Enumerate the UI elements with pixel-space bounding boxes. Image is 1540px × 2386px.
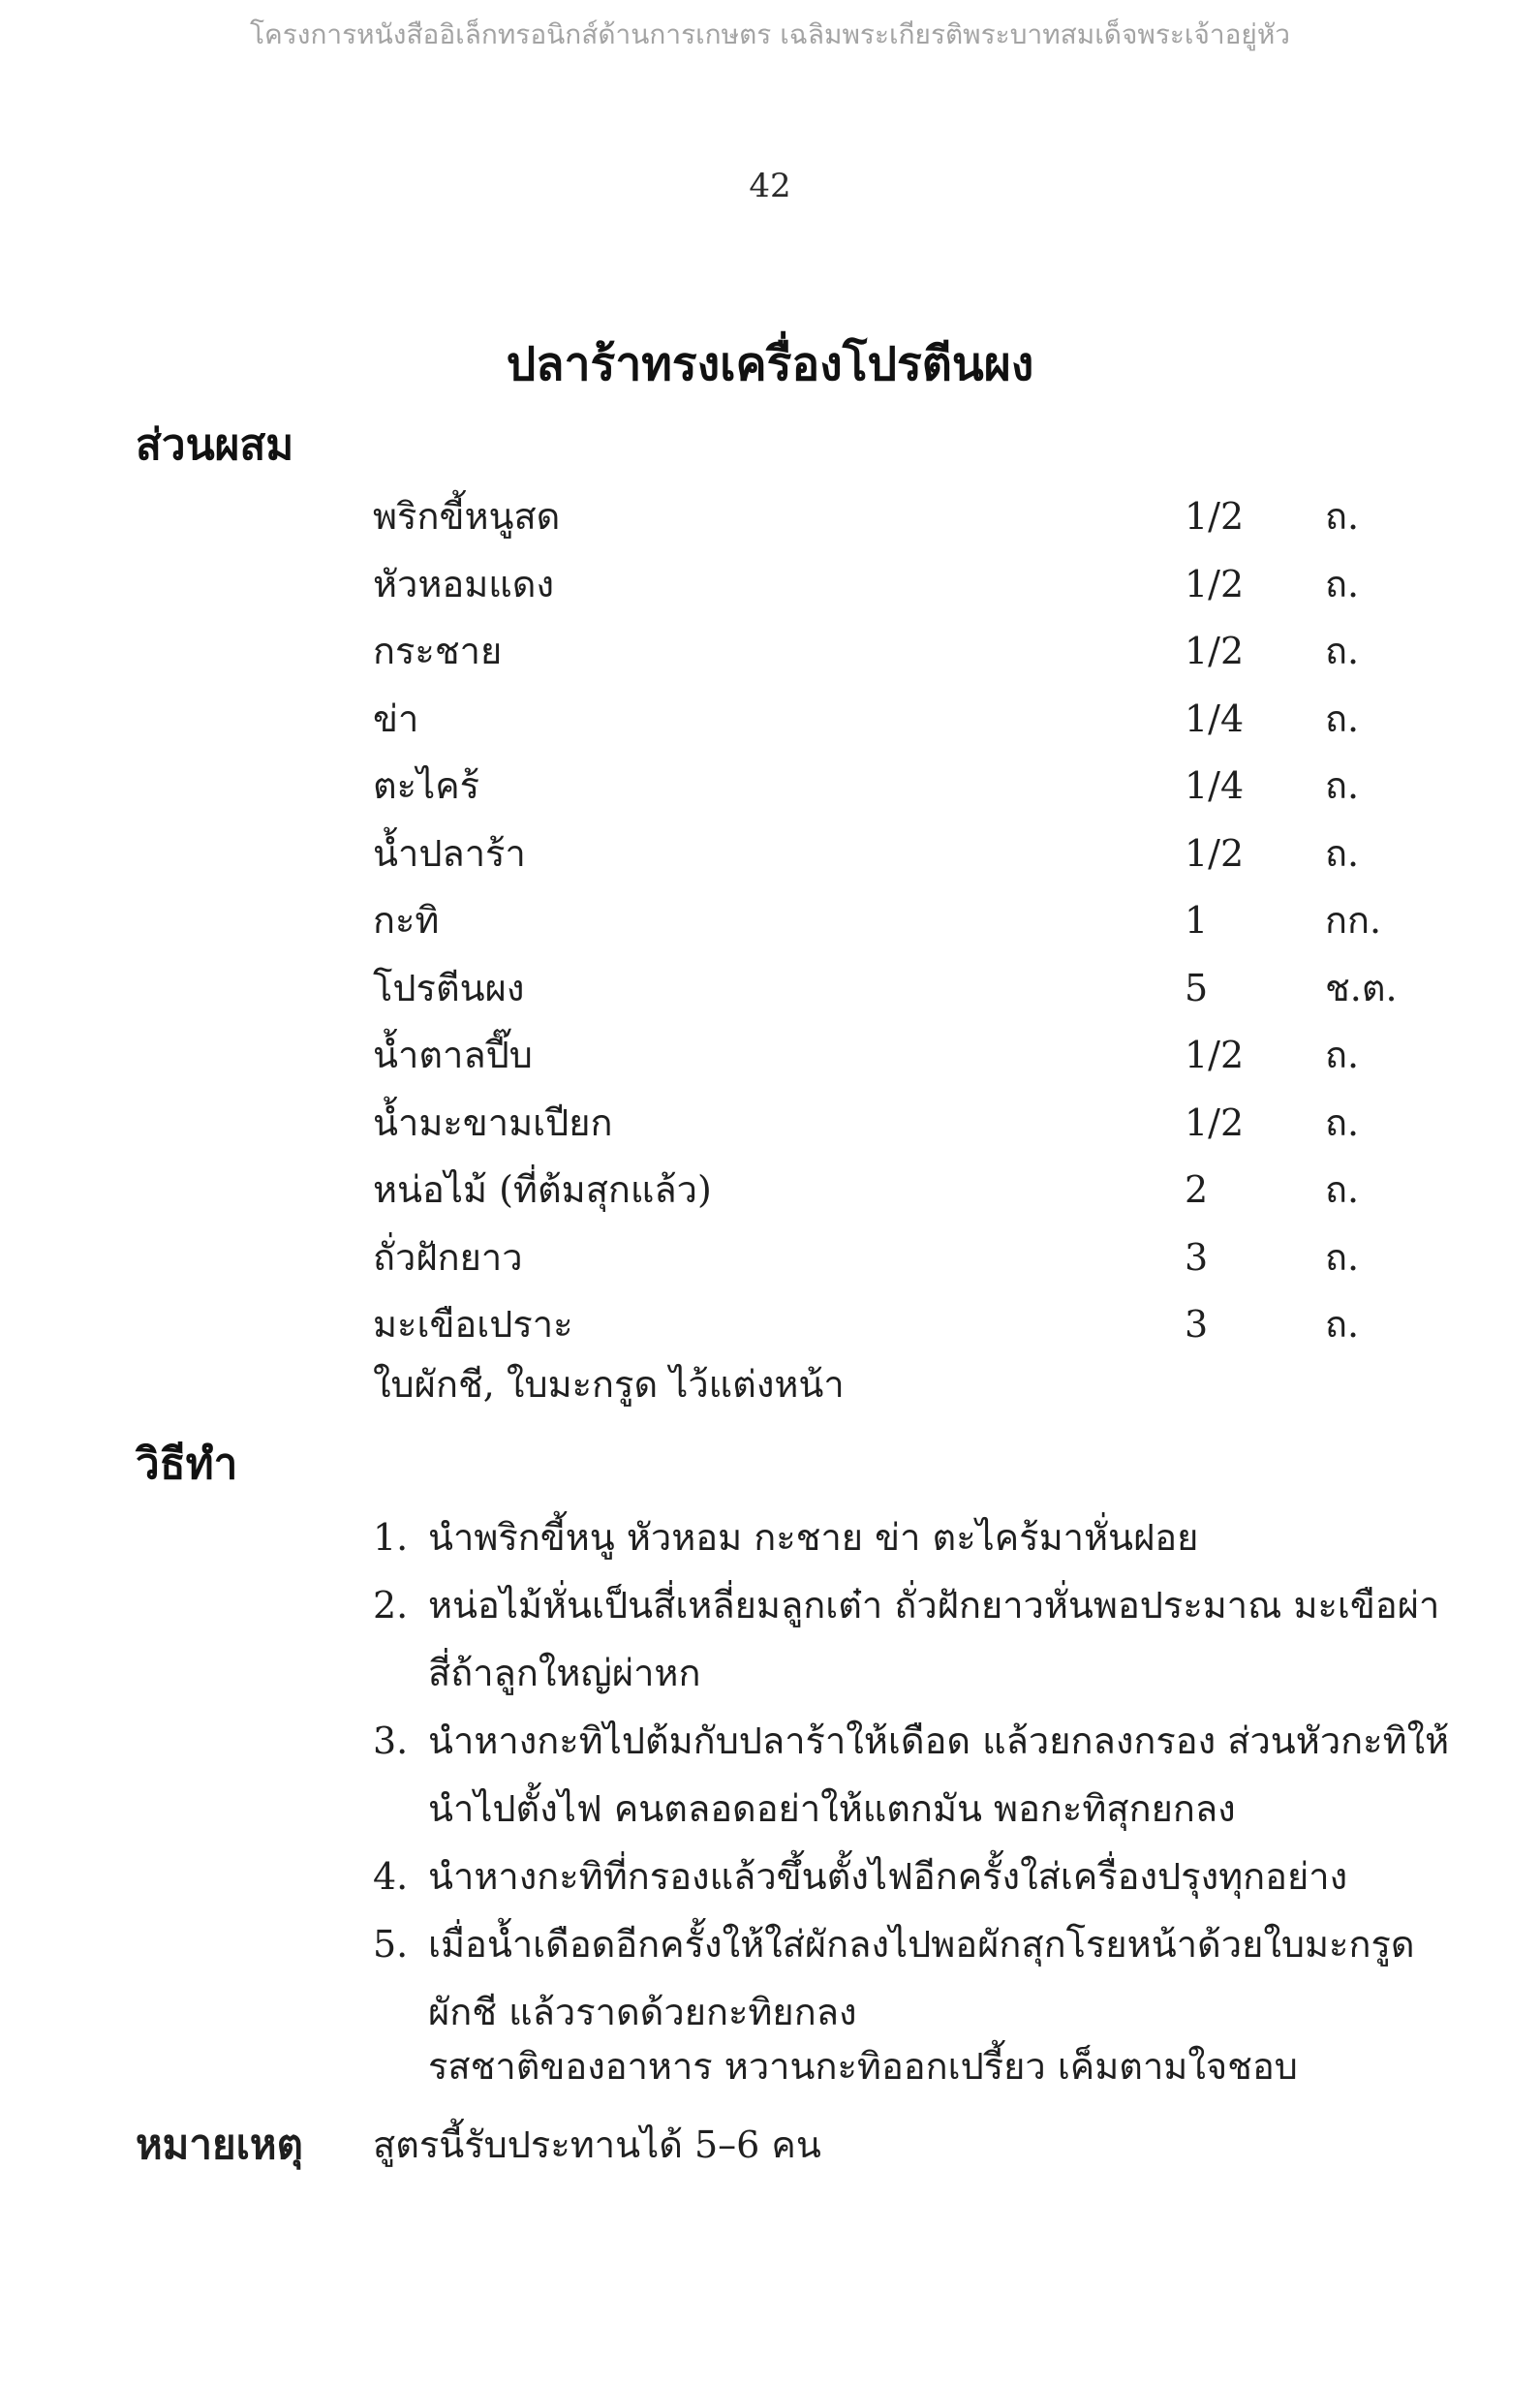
step-text: นำหางกะทิไปต้มกับปลาร้าให้เดือด แล้วยกลงกรอง ส่วนหัวกะทิให้นำไปตั้งไฟ คนตลอดอย่าให้แตกมัน พอกะทิสุกยกลง [428,1720,1450,1830]
ingredient-row [373,560,1438,628]
ingredient-unit: ถ. [1325,1034,1360,1076]
ingredient-row [373,964,1438,1032]
garnish-note: ใบผักชี, ใบมะกรูด ไว้แต่งหน้า [373,1363,845,1406]
step-text: นำหางกะทิที่กรองแล้วขึ้นตั้งไฟอีกครั้งใส่เครื่องปรุงทุกอย่าง [428,1855,1348,1898]
step-number: 2. [373,1584,409,1627]
ingredient-unit: ถ. [1325,1100,1360,1144]
step-number: 4. [373,1855,409,1898]
ingredient-quantity: 5 [1185,966,1209,1009]
ingredient-quantity: 1/2 [1185,831,1245,875]
ingredient-name: หน่อไม้ (ที่ต้มสุกแล้ว) [373,1168,712,1211]
page-number: 42 [749,167,791,205]
ingredient-list [373,492,1438,1368]
ingredient-name: ถั่วฝักยาว [373,1235,523,1279]
step-text: หน่อไม้หั่นเป็นสี่เหลี่ยมลูกเต๋า ถั่วฝักยาวหั่นพอประมาณ มะเขือผ่าสี่ถ้าลูกใหญ่ผ่าหก [428,1584,1440,1694]
ingredient-quantity: 3 [1185,1235,1209,1279]
note-label: หมายเหตุ [136,2121,303,2168]
ingredient-name: พริกขี้หนูสด [373,495,561,538]
taste-description: รสชาติของอาหาร หวานกะทิออกเปรี้ยว เค็มตามใจชอบ [428,2045,1298,2088]
ingredient-row [373,492,1438,560]
method-step [373,1707,1458,1843]
note-text: สูตรนี้รับประทานได้ 5–6 คน [373,2123,821,2166]
ingredient-row [373,829,1438,897]
ingredient-quantity: 1 [1185,899,1209,942]
step-number: 1. [373,1516,409,1559]
ingredient-quantity: 1/2 [1185,630,1245,672]
project-header: โครงการหนังสืออิเล็กทรอนิกส์ด้านการเกษตร เฉลิมพระเกียรติพระบาทสมเด็จพระเจ้าอยู่หัว [249,18,1290,50]
ingredient-unit: ถ. [1325,495,1360,538]
ingredient-name: น้ำตาลปี๊บ [373,1034,533,1076]
ingredient-unit: กก. [1325,899,1382,942]
ingredient-name: หัวหอมแดง [373,562,555,605]
ingredient-name: น้ำมะขามเปียก [373,1100,613,1144]
ingredient-name: น้ำปลาร้า [373,831,526,875]
ingredient-quantity: 1/4 [1185,764,1245,807]
method-heading: วิธีทำ [136,1440,238,1489]
ingredient-unit: ถ. [1325,831,1360,875]
ingredient-row [373,896,1438,964]
ingredient-unit: ถ. [1325,697,1360,740]
method-step [373,1910,1458,2046]
ingredient-quantity: 1/2 [1185,1100,1245,1144]
ingredient-row [373,627,1438,695]
ingredient-unit: ถ. [1325,630,1360,672]
ingredient-unit: ถ. [1325,562,1360,605]
ingredient-quantity: 1/2 [1185,495,1245,538]
ingredient-unit: ถ. [1325,1168,1360,1211]
ingredient-unit: ถ. [1325,764,1360,807]
ingredient-row [373,1099,1438,1166]
ingredient-quantity: 1/2 [1185,562,1245,605]
ingredient-quantity: 1/2 [1185,1034,1245,1076]
ingredient-name: มะเขือเปราะ [373,1303,573,1346]
method-step [373,1843,1458,1910]
ingredient-quantity: 2 [1185,1168,1209,1211]
ingredient-row [373,761,1438,829]
ingredient-row [373,1233,1438,1301]
ingredient-row [373,695,1438,762]
ingredient-unit: ถ. [1325,1235,1360,1279]
step-number: 3. [373,1720,409,1762]
ingredient-quantity: 1/4 [1185,697,1245,740]
ingredient-name: ตะไคร้ [373,764,480,807]
step-text: เมื่อน้ำเดือดอีกครั้งให้ใส่ผักลงไปพอผักสุกโรยหน้าด้วยใบมะกรูดผักชี แล้วราดด้วยกะทิยกลง [428,1923,1415,2033]
ingredient-name: กะทิ [373,899,440,942]
method-step [373,1503,1458,1571]
ingredient-unit: ถ. [1325,1303,1360,1346]
ingredient-unit: ช.ต. [1325,966,1398,1009]
step-number: 5. [373,1923,409,1966]
ingredient-name: โปรตีนผง [373,966,525,1009]
step-text: นำพริกขี้หนู หัวหอม กะชาย ข่า ตะไคร้มาหั่นฝอย [428,1516,1199,1559]
recipe-title: ปลาร้าทรงเครื่องโปรตีนผง [506,337,1034,391]
ingredient-name: กระชาย [373,630,503,672]
ingredient-quantity: 3 [1185,1303,1209,1346]
ingredient-row [373,1165,1438,1233]
ingredient-row [373,1300,1438,1368]
method-step [373,1571,1458,1707]
ingredient-name: ข่า [373,697,419,740]
ingredient-row [373,1031,1438,1099]
ingredients-heading: ส่วนผสม [136,420,294,470]
method-steps [373,1503,1458,2046]
